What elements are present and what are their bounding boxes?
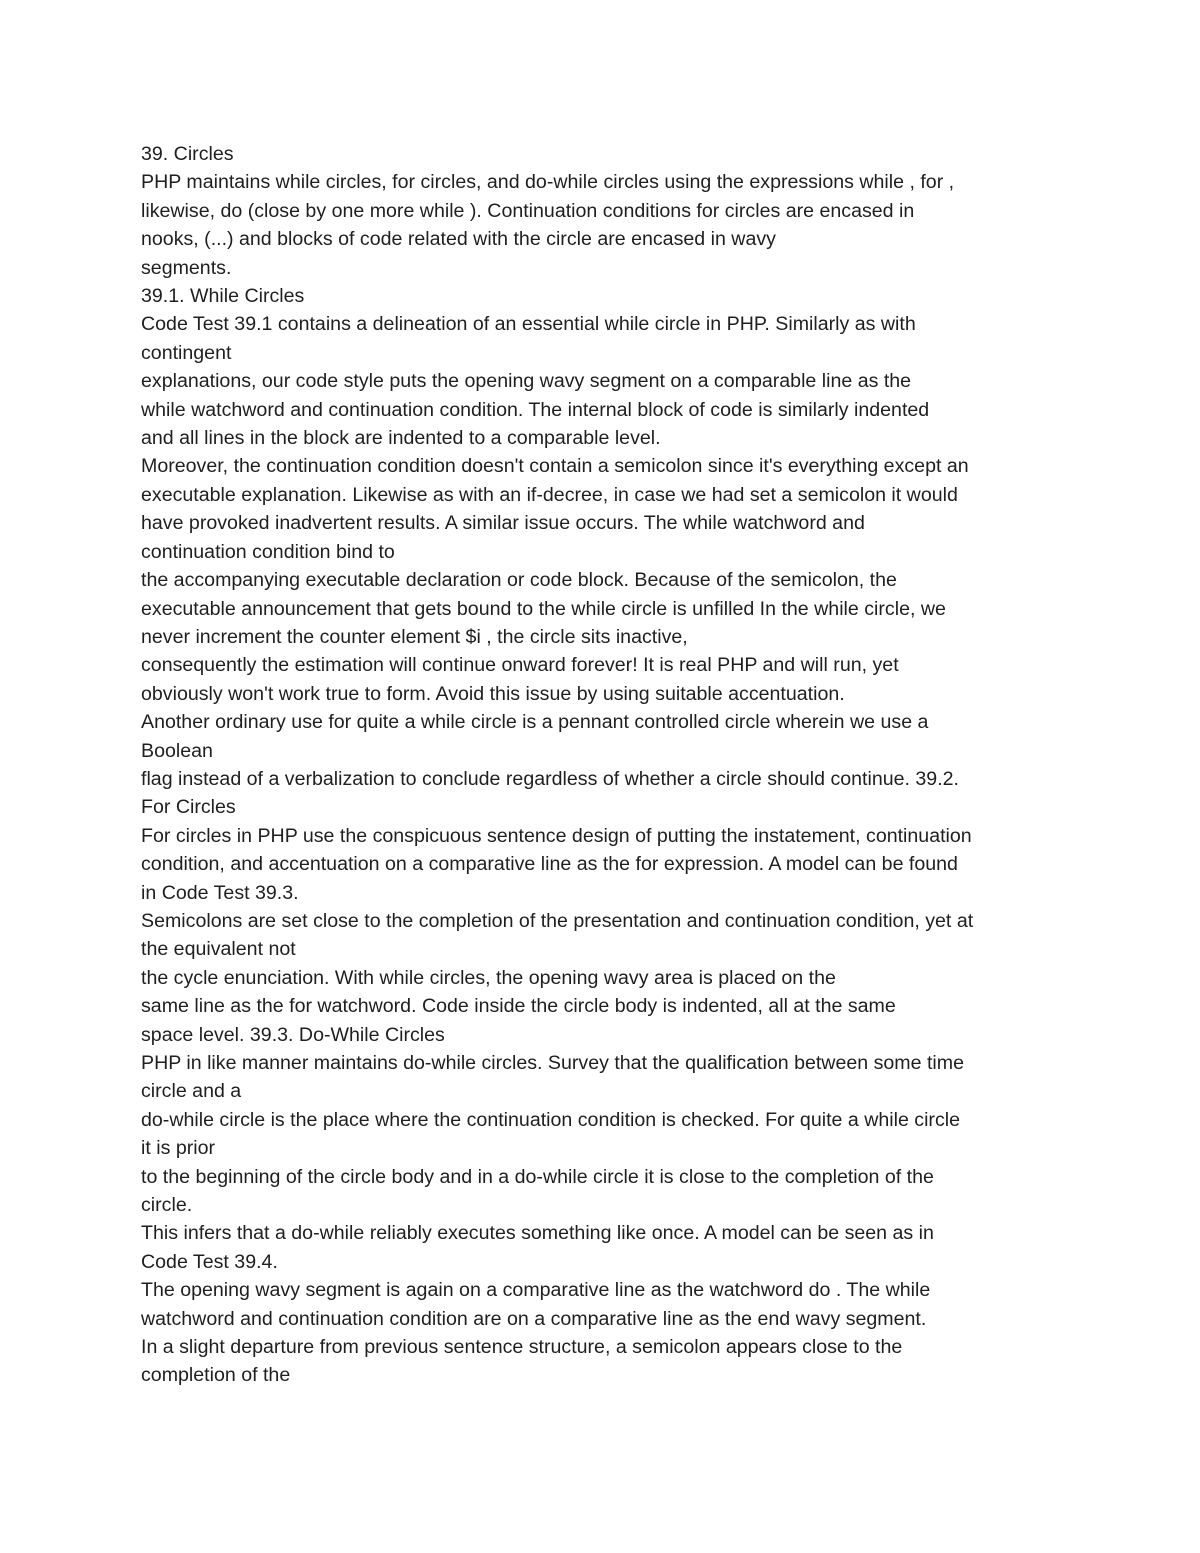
text-line: Another ordinary use for quite a while circle is a pennant controlled circle wherein we use a — [141, 711, 929, 734]
text-line: the cycle enunciation. With while circles, the opening wavy area is placed on the — [141, 966, 836, 989]
text-line: never increment the counter element $i , the circle sits inactive, — [141, 625, 688, 648]
text-line: For circles in PHP use the conspicuous sentence design of putting the instatement, continuation — [141, 824, 972, 847]
text-line: contingent — [141, 341, 232, 364]
text-line: Semicolons are set close to the completion of the presentation and continuation condition, yet at — [141, 909, 974, 932]
text-line: circle. — [141, 1194, 193, 1217]
text-line: flag instead of a verbalization to conclude regardless of whether a circle should continue. 39.2. — [141, 767, 959, 790]
text-line: watchword and continuation condition are on a comparative line as the end wavy segment. — [141, 1307, 927, 1330]
document-body — [141, 140, 1101, 1390]
text-line: Boolean — [141, 739, 213, 762]
text-line: nooks, (...) and blocks of code related with the circle are encased in wavy — [141, 228, 776, 251]
text-line: circle and a — [141, 1080, 242, 1103]
text-line: segments. — [141, 256, 232, 279]
text-line: the accompanying executable declaration or code block. Because of the semicolon, the — [141, 569, 897, 592]
text-line: continuation condition bind to — [141, 540, 395, 563]
text-line: Code Test 39.1 contains a delineation of an essential while circle in PHP. Similarly as with — [141, 313, 916, 336]
text-line: obviously won't work true to form. Avoid this issue by using suitable accentuation. — [141, 682, 845, 705]
text-line: it is prior — [141, 1137, 216, 1160]
text-line: Moreover, the continuation condition doesn't contain a semicolon since it's everything except an — [141, 455, 969, 478]
text-line: same line as the for watchword. Code inside the circle body is indented, all at the same — [141, 995, 896, 1018]
text-line: while watchword and continuation condition. The internal block of code is similarly indented — [141, 398, 930, 421]
text-line: consequently the estimation will continue onward forever! It is real PHP and will run, yet — [141, 654, 899, 677]
text-line: In a slight departure from previous sentence structure, a semicolon appears close to the — [141, 1336, 903, 1359]
text-line: do-while circle is the place where the continuation condition is checked. For quite a while circle — [141, 1108, 961, 1131]
text-line: explanations, our code style puts the opening wavy segment on a comparable line as the — [141, 370, 912, 393]
text-line: and all lines in the block are indented to a comparable level. — [141, 427, 661, 450]
text-line: the equivalent not — [141, 938, 296, 961]
text-line: Code Test 39.4. — [141, 1250, 278, 1273]
text-line: PHP maintains while circles, for circles, and do-while circles using the expressions while , for , — [141, 171, 955, 194]
text-line: 39. Circles — [141, 143, 234, 165]
text-line: condition, and accentuation on a comparative line as the for expression. A model can be found — [141, 853, 958, 876]
text-line: to the beginning of the circle body and in a do-while circle it is close to the completion of the — [141, 1165, 934, 1188]
text-line: likewise, do (close by one more while ). Continuation conditions for circles are encased in — [141, 199, 915, 222]
text-line: space level. 39.3. Do-While Circles — [141, 1023, 445, 1046]
text-line: PHP in like manner maintains do-while circles. Survey that the qualification between some time — [141, 1052, 964, 1074]
text-line: executable announcement that gets bound to the while circle is unfilled In the while circle, we — [141, 597, 946, 620]
text-line: executable explanation. Likewise as with an if-decree, in case we had set a semicolon it would — [141, 483, 958, 506]
text-line: have provoked inadvertent results. A similar issue occurs. The while watchword and — [141, 512, 865, 535]
text-line: 39.1. While Circles — [141, 285, 305, 308]
text-line: This infers that a do-while reliably executes something like once. A model can be seen as in — [141, 1222, 934, 1245]
text-line: in Code Test 39.3. — [141, 881, 299, 904]
text-line: completion of the — [141, 1364, 291, 1387]
text-line: The opening wavy segment is again on a comparative line as the watchword do . The while — [141, 1279, 931, 1302]
text-line: For Circles — [141, 796, 236, 819]
